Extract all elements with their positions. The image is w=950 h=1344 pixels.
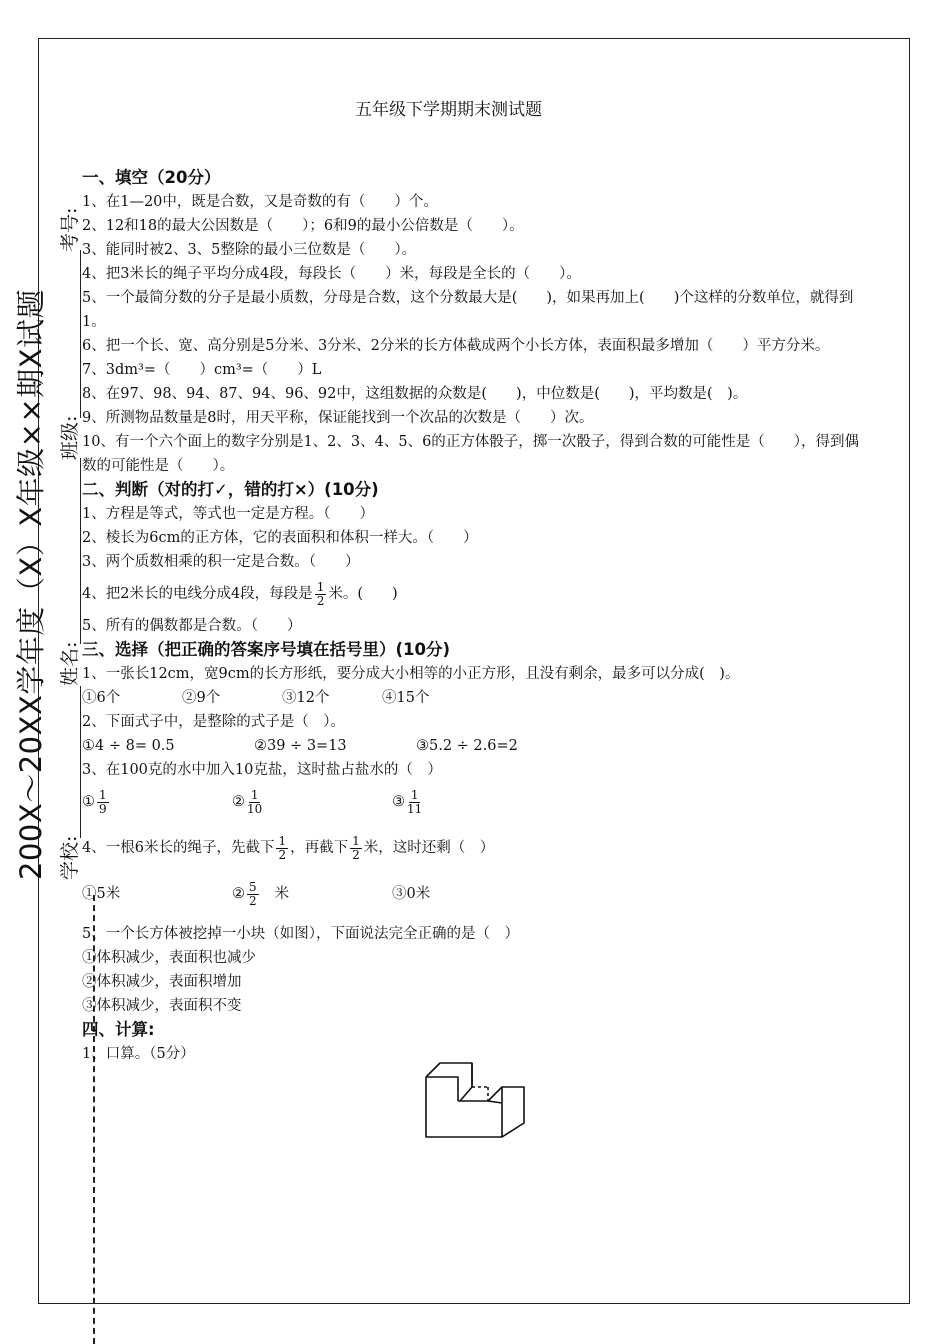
question: 10、有一个六个面上的数字分别是1、2、3、4、5、6的正方体骰子，掷一次骰子，得到合数的可能性是（ ），得到偶数的可能性是（ ）。 [82, 434, 860, 474]
numerator: 1 [278, 833, 287, 848]
option [232, 782, 392, 822]
question: 2、棱长为6cm的正方体，它的表面积和体积一样大。（ ） [82, 530, 478, 546]
option-row [82, 782, 872, 822]
section-2-heading: 二、判断（对的打✓，错的打×）(10分) [82, 480, 379, 499]
question: 3、两个质数相乘的积一定是合数。（ ） [82, 554, 360, 570]
question: 8、在97、98、94、87、94、96、92中，这组数据的众数是( )，中位数是( )，平均数是( )。 [82, 386, 748, 402]
question: 1、在1—20中，既是合数，又是奇数的有（ ）个。 [82, 194, 438, 210]
question: 1、方程是等式，等式也一定是方程。（ ） [82, 506, 374, 522]
denominator: 2 [352, 847, 360, 862]
option-row [82, 874, 872, 914]
fraction [407, 789, 422, 816]
numerator: 1 [250, 787, 259, 802]
option: ①5米 [82, 886, 121, 902]
option-label: ① [82, 794, 95, 810]
option [392, 782, 424, 822]
denominator: 2 [316, 593, 325, 608]
numerator: 1 [410, 787, 419, 802]
question: 5、所有的偶数都是合数。（ ） [82, 618, 302, 634]
question: 1、一张长12cm，宽9cm的长方形纸，要分成大小相等的小正方形，且没有剩余，最多可以分成( )。 [82, 666, 740, 682]
option: ②9个 [182, 690, 221, 706]
denominator: 9 [99, 801, 107, 816]
option-label: ② [232, 794, 245, 810]
numerator: 1 [352, 833, 360, 848]
question-text: 米，这时还剩（ ） [363, 840, 495, 856]
numerator: 1 [316, 579, 325, 594]
fraction [247, 881, 259, 908]
question: 3、能同时被2、3、5整除的最小三位数是（ ）。 [82, 242, 417, 258]
question-text: ，再截下 [290, 840, 349, 856]
option-unit: 米 [274, 886, 290, 902]
question: 3、在100克的水中加入10克盐，这时盐占盐水的（ ） [82, 762, 442, 778]
exam-content [82, 166, 872, 1066]
name-line [80, 458, 81, 644]
exam-no-label: 考号: [59, 207, 81, 252]
option: ③0米 [392, 886, 431, 902]
question [82, 574, 872, 614]
question-text: 4、一根6米长的绳子，先截下 [82, 840, 275, 856]
option: ①体积减少，表面积也减少 [82, 950, 256, 966]
fraction [276, 835, 288, 862]
option-label: ③ [392, 794, 405, 810]
option: ①6个 [82, 690, 121, 706]
class-line [80, 250, 81, 418]
fraction [350, 835, 362, 862]
exam-banner: 200X～20XX学年度（X）X年级××期X试题 [14, 288, 48, 880]
numerator: 5 [249, 879, 257, 894]
question: 1、口算。（5分） [82, 1046, 195, 1062]
option: ③5.2 ÷ 2.6=2 [416, 738, 518, 754]
denominator: 11 [407, 801, 423, 816]
option [232, 874, 392, 914]
question: 4、把3米长的绳子平均分成4段，每段长（ ）米，每段是全长的（ ）。 [82, 266, 581, 282]
question: 5、一个长方体被挖掉一小块（如图），下面说法完全正确的是（ ） [82, 926, 519, 942]
question: 2、下面式子中，是整除的式子是（ ）。 [82, 714, 345, 730]
question: 9、所测物品数量是8时，用天平称，保证能找到一个次品的次数是（ ）次。 [82, 410, 594, 426]
option: ③12个 [282, 690, 330, 706]
cuboid-figure [424, 1053, 528, 1139]
question: 6、把一个长、宽、高分别是5分米、3分米、2分米的长方体截成两个小长方体，表面积最多增加（ ）平方分米。 [82, 338, 830, 354]
option: ②39 ÷ 3=13 [254, 738, 347, 754]
fraction [97, 789, 109, 816]
question: 7、3dm³=（ ）cm³=（ ）L [82, 362, 322, 378]
denominator: 10 [247, 801, 263, 816]
question: 2、12和18的最大公因数是（ ）；6和9的最小公倍数是（ ）。 [82, 218, 524, 234]
school-line [80, 686, 81, 838]
question-text: 米。( ) [328, 586, 398, 602]
option-row [82, 686, 872, 710]
denominator: 2 [278, 847, 287, 862]
page-title: 五年级下学期期末测试题 [355, 100, 542, 120]
fraction [247, 789, 262, 816]
name-label: 姓名: [59, 641, 81, 686]
side-header [14, 160, 85, 880]
class-label: 班级: [59, 415, 81, 460]
option-label: ② [232, 886, 245, 902]
denominator: 2 [249, 893, 257, 908]
option: ②体积减少，表面积增加 [82, 974, 242, 990]
section-4-heading: 四、计算: [82, 1020, 155, 1039]
section-1-heading: 一、填空（20分） [82, 168, 221, 187]
school-label: 学校: [59, 835, 81, 880]
question [82, 828, 872, 868]
option: ③体积减少，表面积不变 [82, 998, 242, 1014]
option-row [82, 734, 872, 758]
option: ④15个 [382, 690, 430, 706]
question-text: 4、把2米长的电线分成4段，每段是 [82, 586, 313, 602]
option [82, 782, 232, 822]
fraction [315, 581, 327, 608]
option: ①4 ÷ 8= 0.5 [82, 738, 175, 754]
question: 5、一个最简分数的分子是最小质数，分母是合数，这个分数最大是( )，如果再加上( )个这样的分数单位，就得到1。 [82, 290, 854, 330]
numerator: 1 [99, 787, 107, 802]
section-3-heading: 三、选择（把正确的答案序号填在括号里）(10分) [82, 640, 451, 659]
